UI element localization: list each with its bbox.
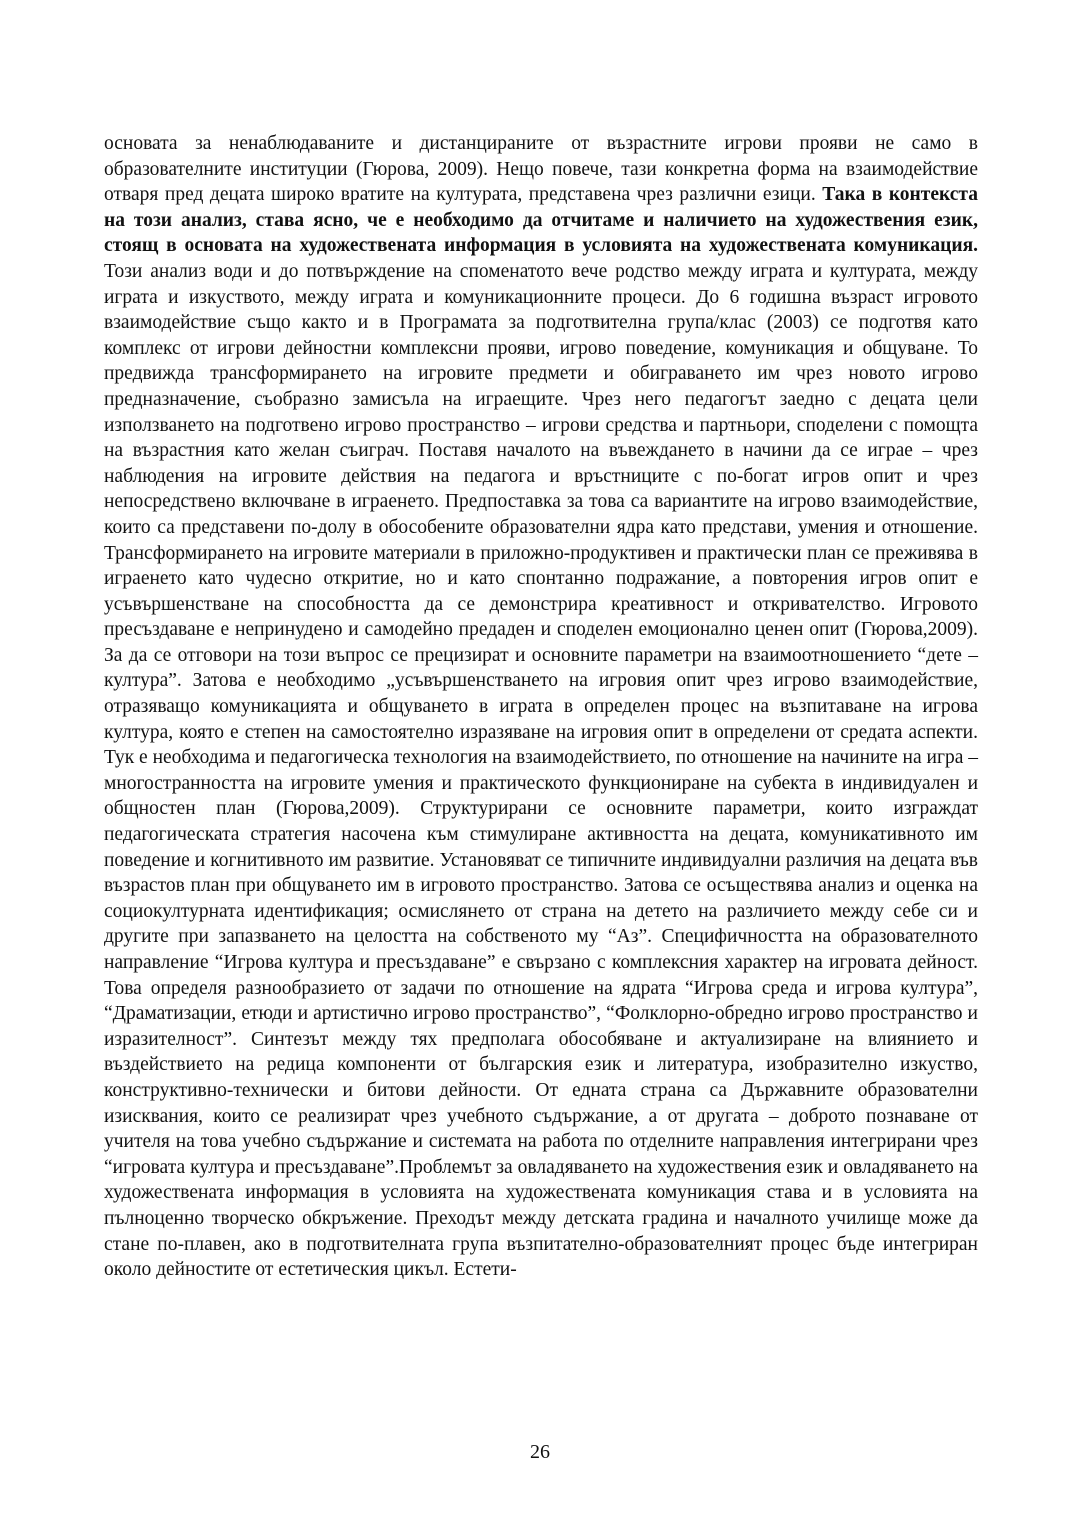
paragraph-text-main: Този анализ води и до потвърждение на споменатото вече родство между играта и културата, между играта и изкуството, между играта и комуникационните процеси. До 6 годишна възраст игровото взаимодействие също както и в Програмата за подготвителна група/клас (2003) се подготвя като комплекс от игрови дейностни комплексни прояви, игрово поведение, комуникация и общуване. То предвижда трансформирането на игровите предмети и обиграването им чрез новото игрово предназначение, съобразно замисъла на играещите. Чрез него педагогът заедно с децата цели използването на подготвено игрово пространство – игрови средства и партньори, споделени с помощта на възрастния като желан съиграч. Поставя началото на въвеждането в начини да се играе – чрез наблюдения на игровите действия на педагога и връстниците с по-богат игров опит и чрез непосредствено включване в играенето. Предпоставка за това са вариантите на игрово взаимодействие, които са представени по-долу в обособените образователни ядра като представи, умения и отношение. Трансформирането на игровите материали в приложно-продуктивен и практически план се преживява в играенето като чудесно откритие, но и като спонтанно подражание, а повторения игров опит е усъвършенстване на способността да се демонстрира креативност и откривателство. Игровото пресъздаване е непринудено и самодейно предаден и споделен емоционално ценен опит (Гюрова,2009). За да се отговори на този въпрос се прецизират и основните параметри на взаимоотношението “дете – култура”. Затова е необходимо „усъвършенстването на игровия опит чрез игрово взаимодействие, отразяващо комуникацията и общуването в играта в определен процес на възпитаване на игрова култура, която е степен на самостоятелно изразяване на игровия опит в определени от средата аспекти. Тук е необходима и педагогическа технология на взаимодействието, по отношение на начините на игра – многостранността на игровите умения и практическото функциониране на субекта в индивидуален и общностен план (Гюрова,2009). Структурирани се основните параметри, които изграждат педагогическата стратегия насочена към стимулиране активността на децата, комуникативното им поведение и когнитивното им развитие. Установяват се типичните индивидуални различия на децата във възрастов план при общуването им в игровото пространство. Затова се осъществява анализ и оценка на социокултурната идентификация; осмислянето от страна на детето на различието между себе си и другите при запазването на целостта на собственото му “Аз”. Специфичността на образователното направление “Игрова култура и пресъздаване” е свързано с комплексния характер на игровата дейност. Това определя разнообразието от задачи по отношение на ядрата “Игрова среда и игрова култура”, “Драматизации, етюди и артистично игрово пространство”, “Фолклорно-обредно игрово пространство и изразителност”. Синтезът между тях предполага обособяване и актуализиране на влиянието и въздействието на редица компоненти от българския език и литература, изобразително изкуство, конструктивно-технически и битови дейности. От едната страна са Държавните образователни изисквания, които се реализират чрез учебното съдържание, а от другата – доброто познаване от учителя на това учебно съдържание и системата на работа по отделните направления интегрирани чрез “игровата култура и пресъздаване”.Проблемът за овладяването на художествения език и овладяването на художествената информация в условията на художествената комуникация става и в условията на пълноценно творческо обкръжение. Преходът между детската градина и началното училище може да стане по-плавен, ако в подготвителната група възпитателно-образователният процес бъде интегриран около дейностите от естетическия цикъл. Естети- (104, 260, 978, 1281)
paragraph-text-bold: Така в контекста на този анализ, става ясно, че е необходимо да отчитаме и наличието на художествения език, стоящ в основата на художествената информация в условията на художествената комуникация. (104, 184, 978, 257)
body-paragraph (104, 131, 978, 1283)
page-number: 26 (530, 1441, 550, 1463)
paragraph-text-intro: основата за ненаблюдаваните и дистанцираните от възрастните игрови прояви не само в образователните институции (Гюрова, 2009). Нещо повече, тази конкретна форма на взаимодействие отваря пред децата широко вратите на културата, представена чрез различни езици. (104, 133, 978, 206)
